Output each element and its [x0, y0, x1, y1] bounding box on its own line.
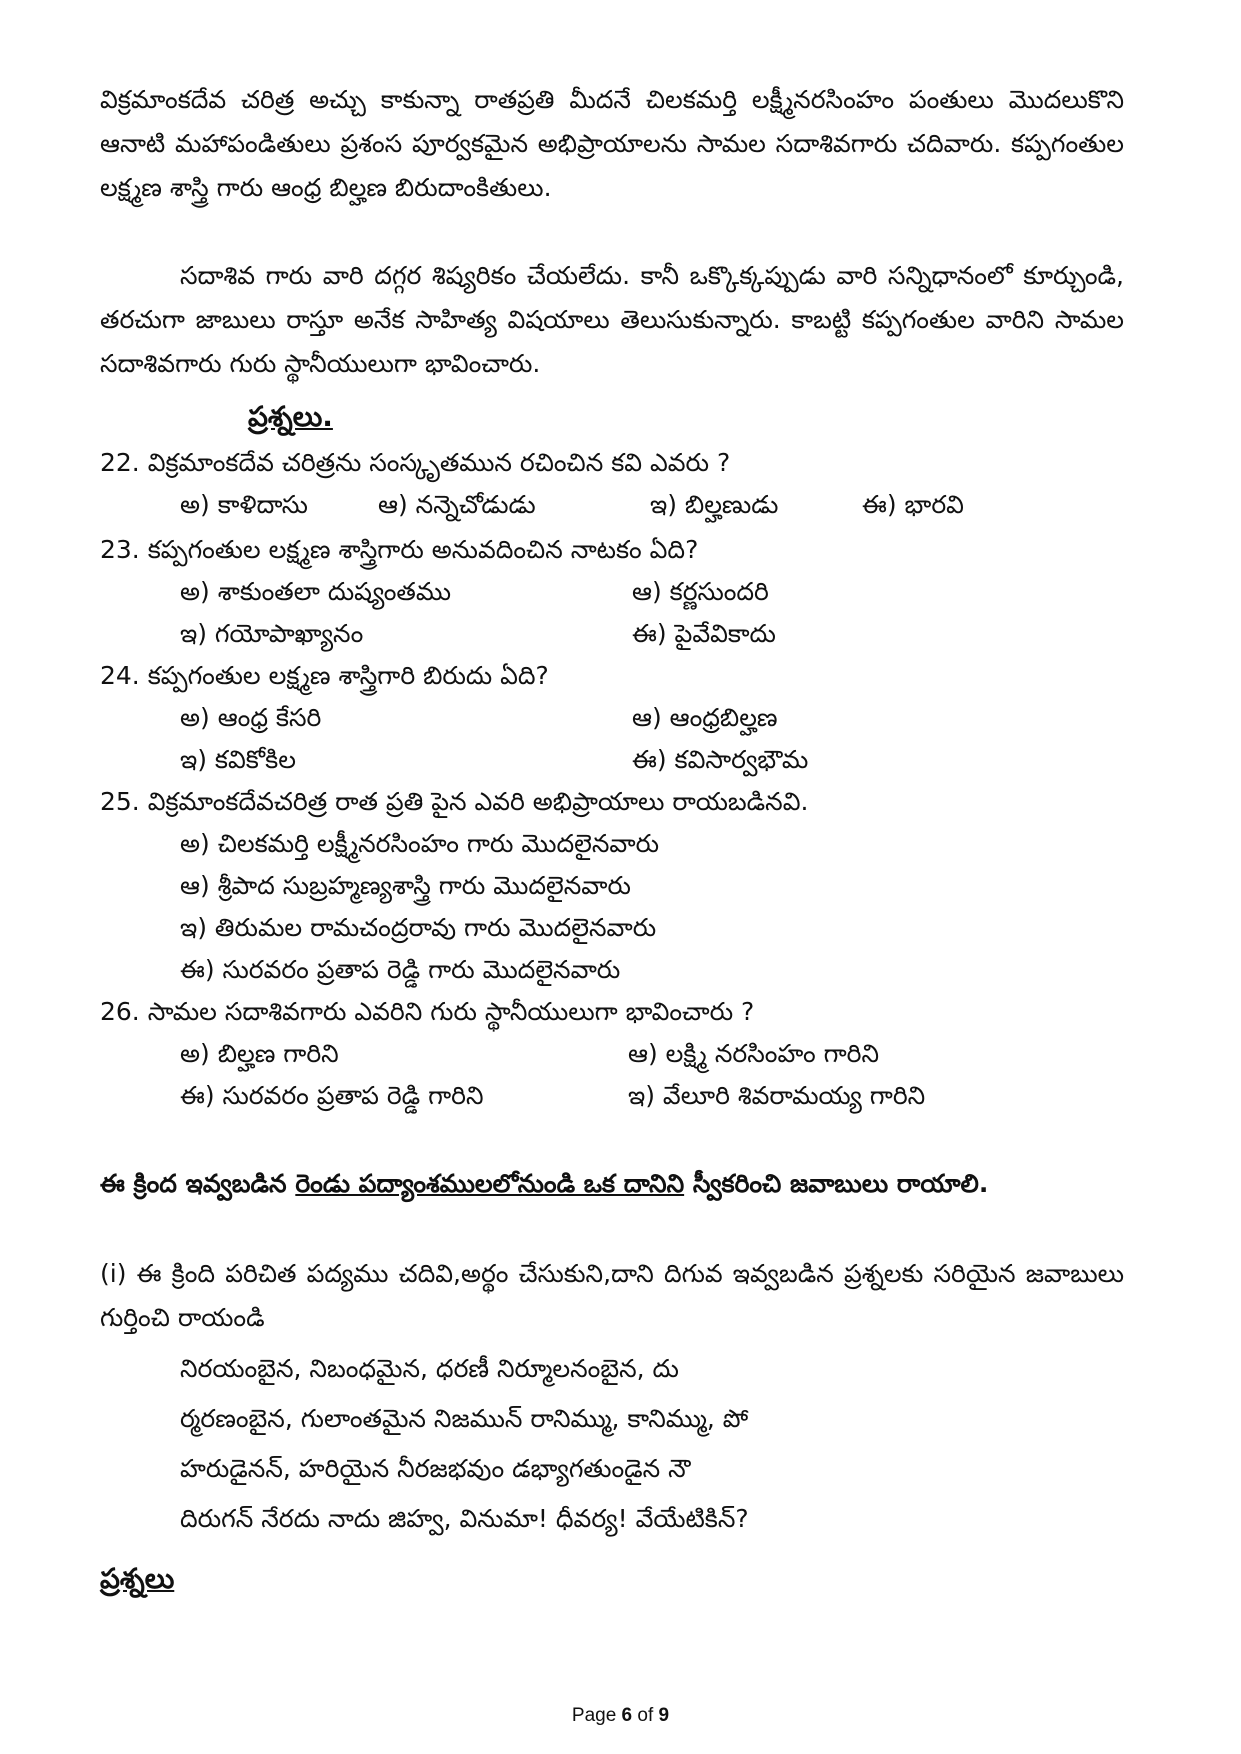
q25-option-ii: ఈ) సురవరం ప్రతాప రెడ్డి గారు మొదలైనవారు	[180, 955, 621, 984]
question-23: 23. కప్పగంతుల లక్ష్మణ శాస్త్రిగారు అనువదించిన నాటకం ఏది?	[100, 535, 699, 564]
instruction	[100, 1162, 1124, 1206]
poem-line-3: హరుడైనన్, హరియైన నీరజభవుం డభ్యాగతుండైన నౌ	[180, 1454, 691, 1483]
question-24: 24. కప్పగంతుల లక్ష్మణ శాస్త్రిగారి బిరుదు ఏది?	[100, 661, 549, 690]
footer-current-page: 6	[621, 1705, 633, 1726]
footer-total-pages: 9	[658, 1705, 670, 1726]
q23-option-aa: ఆ) కర్ణసుందరి	[632, 577, 769, 606]
q25-option-aa: ఆ) శ్రీపాద సుబ్రహ్మణ్యశాస్త్రి గారు మొదలైనవారు	[180, 871, 631, 900]
instruction-after: స్వీకరించి జవాబులు రాయాలి.	[684, 1169, 989, 1198]
question-26: 26. సామల సదాశివగారు ఎవరిని గురు స్థానీయులుగా భావించారు ?	[100, 997, 755, 1026]
question-25: 25. విక్రమాంకదేవచరిత్ర రాత ప్రతి పైన ఎవరి అభిప్రాయాలు రాయబడినవి.	[100, 787, 809, 816]
q22-option-i: ఇ) బిల్హణుడు	[650, 490, 779, 519]
questions-heading-2: ప్రశ్నలు	[100, 1562, 175, 1595]
q26-option-a: అ) బిల్హణ గారిని	[180, 1039, 339, 1068]
question-22: 22. విక్రమాంకదేవ చరిత్రను సంస్కృతమున రచించిన కవి ఎవరు ?	[100, 448, 731, 477]
q24-option-a: అ) ఆంధ్ర కేసరి	[180, 703, 322, 732]
poem-line-1: నిరయంబైన, నిబంధమైన, ధరణీ నిర్మూలనంబైన, దు	[180, 1354, 679, 1383]
poem-line-2: ర్మరణంబైన, గులాంతమైన నిజమున్ రానిమ్ము, కానిమ్ము, పో	[180, 1404, 749, 1433]
q24-option-i: ఇ) కవికోకిల	[180, 745, 296, 774]
q25-option-a: అ) చిలకమర్తి లక్ష్మీనరసింహం గారు మొదలైనవారు	[180, 829, 660, 858]
questions-heading: ప్రశ్నలు.	[248, 400, 333, 433]
q22-option-ii: ఈ) భారవి	[862, 490, 964, 519]
sub-instruction: (i) ఈ క్రింది పరిచిత పద్యము చదివి,అర్థం చేసుకుని,దాని దిగువ ఇవ్వబడిన ప్రశ్నలకు సరియైన జవాబులు గుర్తించి రాయండి	[100, 1259, 1124, 1332]
q22-option-a: అ) కాళిదాసు	[180, 490, 308, 519]
footer-middle: of	[632, 1705, 659, 1726]
q24-option-ii: ఈ) కవిసార్వభౌమ	[632, 745, 809, 774]
page-footer	[0, 1705, 1241, 1727]
poem-line-4: దిరుగన్ నేరదు నాదు జిహ్వ, వినుమా! ధీవర్య! వేయేటికిన్?	[180, 1504, 749, 1533]
q24-option-aa: ఆ) ఆంధ్రబిల్హణ	[632, 703, 778, 732]
instruction-before: ఈ క్రింద ఇవ్వబడిన	[100, 1169, 296, 1198]
instruction-underlined: రెండు పద్యాంశములలోనుండి ఒక దానిని	[295, 1169, 685, 1198]
q26-option-ii: ఈ) సురవరం ప్రతాప రెడ్డి గారిని	[180, 1081, 484, 1110]
q26-option-i: ఇ) వేలూరి శివరామయ్య గారిని	[628, 1081, 926, 1110]
intro-paragraph-1: విక్రమాంకదేవ చరిత్ర అచ్చు కాకున్నా రాతప్రతి మీదనే చిలకమర్తి లక్ష్మీనరసింహం పంతులు మొదలుకొని ఆనాటి మహాపండితులు ప్రశంస పూర్వకమైన అభిప్రాయాలను సామల సదాశివగారు చదివారు. కప్పగంతుల లక్ష్మణ శాస్త్రి గారు ఆంధ్ర బిల్హణ బిరుదాంకితులు.	[100, 85, 1124, 202]
q26-option-aa: ఆ) లక్ష్మి నరసింహం గారిని	[628, 1039, 880, 1068]
footer-prefix: Page	[571, 1705, 622, 1726]
q23-option-ii: ఈ) పైవేవికాదు	[632, 619, 776, 648]
intro-paragraph-2: సదాశివ గారు వారి దగ్గర శిష్యరికం చేయలేదు. కానీ ఒక్కొక్కప్పుడు వారి సన్నిధానంలో కూర్చుండి, తరచుగా జాబులు రాస్తూ అనేక సాహిత్య విషయాలు తెలుసుకున్నారు. కాబట్టి కప్పగంతుల వారిని సామల సదాశివగారు గురు స్థానీయులుగా భావించారు.	[100, 261, 1124, 378]
q23-option-a: అ) శాకుంతలా దుష్యంతము	[180, 577, 451, 606]
q22-option-aa: ఆ) నన్నెచోడుడు	[378, 490, 536, 519]
q25-option-i: ఇ) తిరుమల రామచంద్రరావు గారు మొదలైనవారు	[180, 913, 657, 942]
q23-option-i: ఇ) గయోపాఖ్యానం	[180, 619, 364, 648]
